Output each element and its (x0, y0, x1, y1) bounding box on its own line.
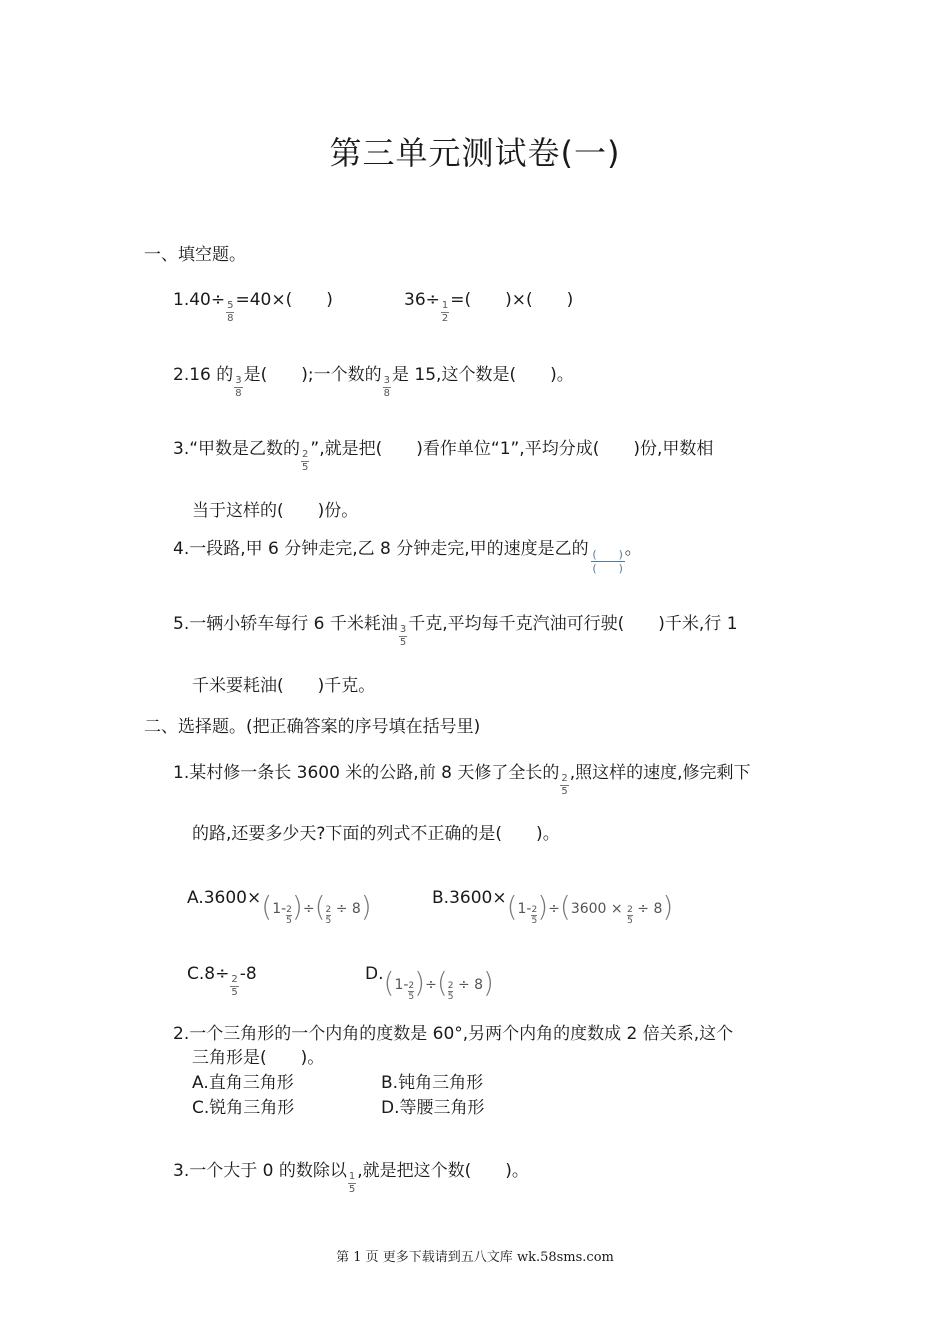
question-1-1a: 1.40÷ $\frac{5}{8}$ =40×( ) (173, 290, 333, 324)
question-1-2: 2.16 的 $\frac{3}{8}$ 是( );一个数的 $\frac{3}{8}$ 是 15,这个数是( )。 (173, 365, 574, 399)
page-title: 第三单元测试卷(一) (329, 134, 621, 172)
option-b: B.钝角三角形 (381, 1073, 484, 1093)
option-a: A.3600×(1- $\frac{2}{5})\div$( $\frac{2}{5} \div 8$) (187, 888, 372, 926)
option-c: C.8÷ $\frac{2}{5}$ -8 (187, 964, 257, 998)
section-heading-fill-in: 一、填空题。 (144, 245, 246, 265)
option-d: D.(1- $\frac{2}{5})\div$( $\frac{2}{5} \div 8$) (365, 964, 494, 1002)
fraction: $\frac{5}{8}$ (227, 300, 234, 324)
question-2-1: 1.某村修一条长 3600 米的公路,前 8 天修了全长的 $\frac{2}{5}$ ,照这样的速度,修完剩下 (173, 763, 751, 797)
fraction: $\frac{1}{2}$ (441, 300, 449, 324)
question-1-5: 5.一辆小轿车每行 6 千米耗油 $\frac{3}{5}$ 千克,平均每千克汽油可行驶( )千米,行 1 (173, 614, 738, 648)
blank-fraction: ( ) ( ) (592, 548, 623, 575)
option-a-expression: (1- $\frac{2}{5})\div$( $\frac{2}{5} \div 8$) (261, 890, 372, 926)
question-1-1b: 36÷ $\frac{1}{2}$ =( )×( ) (404, 290, 574, 324)
option-c: C.锐角三角形 (192, 1098, 295, 1118)
question-1-5-line2: 千米要耗油( )千克。 (192, 676, 376, 696)
page-footer: 第 1 页 更多下载请到五八文库 wk.58sms.com (336, 1250, 614, 1265)
option-d-expression: (1- $\frac{2}{5})\div$( $\frac{2}{5} \div 8$) (383, 966, 494, 1002)
option-a: A.直角三角形 (192, 1073, 294, 1093)
option-b-expression: (1- $\frac{2}{5})\div(3600$ × $\frac{2}{5} \div 8$) (506, 890, 674, 926)
question-1-3-line2: 当于这样的( )份。 (192, 501, 359, 521)
question-2-1-line2: 的路,还要多少天?下面的列式不正确的是( )。 (192, 824, 560, 844)
question-2-3: 3.一个大于 0 的数除以 $\frac{1}{5}$ ,就是把这个数( )。 (173, 1161, 529, 1195)
question-2-2: 2.一个三角形的一个内角的度数是 60°,另两个内角的度数成 2 倍关系,这个 (173, 1024, 734, 1044)
option-b: B.3600×(1- $\frac{2}{5})\div(3600$ × $\frac{2}{5} \div 8$) (432, 888, 674, 926)
section-heading-choice: 二、选择题。(把正确答案的序号填在括号里) (144, 717, 481, 737)
question-1-3: 3.“甲数是乙数的 $\frac{2}{5}$ ”,就是把( )看作单位“1”,平均分成( )份,甲数相 (173, 439, 714, 473)
question-2-2-line2: 三角形是( )。 (192, 1048, 325, 1068)
option-d: D.等腰三角形 (381, 1098, 485, 1118)
question-1-4: 4.一段路,甲 6 分钟走完,乙 8 分钟走完,甲的速度是乙的 ( ) ( ) 。 (173, 539, 642, 575)
